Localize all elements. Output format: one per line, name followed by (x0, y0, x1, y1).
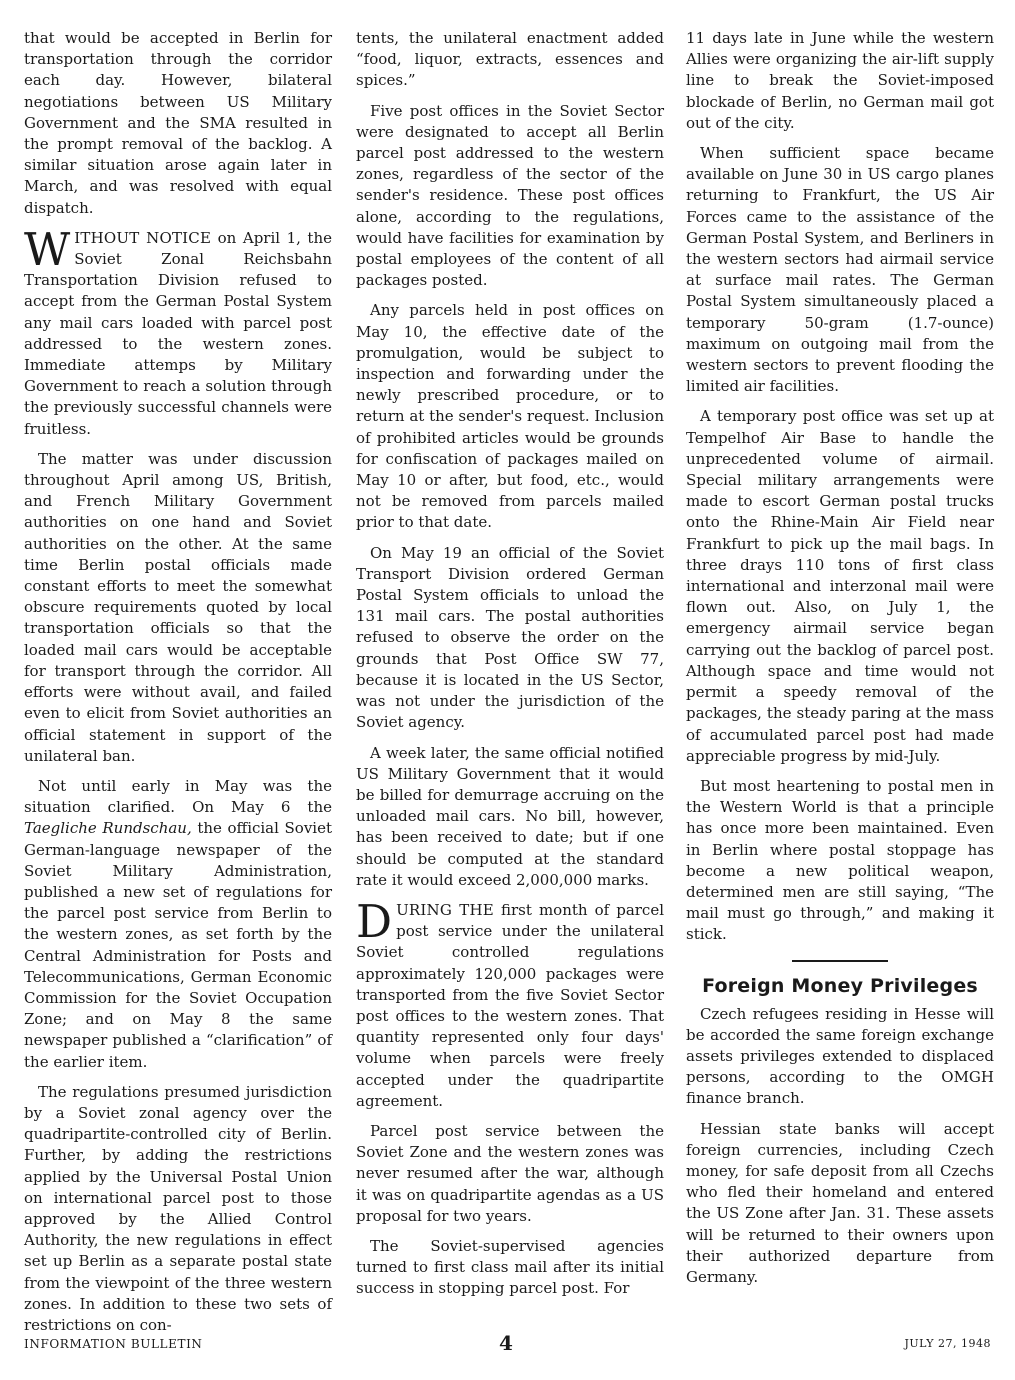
page-footer (24, 1333, 991, 1357)
paragraph (24, 776, 332, 1073)
paragraph: 11 days late in June while the western Allies were organizing the air-lift supply line to break the Soviet-imposed blockade of Berlin, no German mail got out of the city. (686, 29, 994, 132)
paragraph: A temporary post office was set up at Tempelhof Air Base to handle the unprecedented volume of airmail. Special military arrangements were made to escort German postal trucks onto the Rhine-Main Air Field near Frankfurt to pick up the mail bags. In three drays 110 tons of first class international and interzonal mail were flown out. Also, on July 1, the emergency airmail service began carrying out the backlog of parcel post. Although space and time would not permit a speedy removal of the packages, the steady paring at the mass of accumulated parcel post had made appreciable progress by mid-July. (686, 407, 994, 765)
section-lead-paragraph (356, 894, 665, 1112)
paragraph: On May 19 an official of the Soviet Transport Division ordered German Postal System officials to unload the 131 mail cars. The postal authorities refused to observe the order on the grounds that Post Office SW 77, because it is located in the US Sector, was not under the jurisdiction of the Soviet agency. (356, 543, 664, 732)
article-column-1 (24, 28, 332, 1345)
paragraph: But most heartening to postal men in the Western World is that a principle has once more been maintained. Even in Berlin where postal stoppage has become a new political weapon, determined men are still saying, “The mail must go through,” and making it stick. (686, 776, 994, 944)
paragraph: Parcel post service between the Soviet Zone and the western zones was never resumed after the war, although it was on quadripartite agendas as a US proposal for two years. (356, 1121, 664, 1225)
paragraph: A week later, the same official notified US Military Government that it would be billed for demurrage accruing on the unloaded mail cars. No bill, however, has been received to date; but if one should be computed at the standard rate it would exceed 2,000,000 marks. (356, 743, 664, 889)
paragraph: Czech refugees residing in Hesse will be accorded the same foreign exchange assets privileges extended to displaced persons, according to the OMGH finance branch. (686, 1004, 994, 1108)
paragraph-text: the official Soviet German-language newspaper of the Soviet Military Administration, published a new set of regulations for the parcel post service from Berlin to the western zones, as set forth by the Central Administration for Posts and Telecommunications, German Economic Commission for the Soviet Occupation Zone; and on May 8 the same newspaper published a “clarification” of the earlier item. (24, 819, 332, 1071)
paragraph: Five post offices in the Soviet Sector were designated to accept all Berlin parcel post addressed to the western zones, regardless of the sector of the sender's residence. These post offices alone, according to the regulations, would have facilities for examination by postal employees of the content of all packages posted. (356, 101, 664, 290)
issue-date: JULY 27, 1948 (904, 1337, 991, 1350)
paragraph: When sufficient space became available on June 30 in US cargo planes returning to Frankfurt, the US Air Forces came to the assistance of the German Postal System, and Berliners in the western sectors had airmail service at surface mail rates. The German Postal System simultaneously placed a temporary 50-gram (1.7-ounce) maximum on outgoing mail from the western sectors to prevent flooding the limited air facilities. (686, 144, 994, 396)
section-divider (792, 960, 888, 962)
section-lead-paragraph (24, 222, 332, 440)
lead-text: on April 1, the Soviet Zonal Reichsbahn Transportation Division refused to accept from the German Postal System any mail cars loaded with parcel post addressed to the western zones. Immediate attemps by Military Government to reach a solution through the previously successful channels were fruitless. (24, 228, 332, 438)
paragraph: Hessian state banks will accept foreign currencies, including Czech money, for safe deposit from all Czechs who fled their homeland and entered the US Zone after Jan. 31. These assets will be returned to their owners upon their authorized departure from Germany. (686, 1119, 994, 1286)
paragraph: Any parcels held in post offices on May 10, the effective date of the promulgation, would be subject to inspection and forwarding under the newly prescribed procedure, or to return at the sender's request. Inclusion of prohibited articles would be grounds for confiscation of packages mailed on May 10 or after, but food, etc., would not be removed from parcels mailed prior to that date. (356, 301, 664, 532)
article-headline: Foreign Money Privileges (702, 974, 978, 997)
newspaper-title: Taegliche Rundschau, (24, 819, 192, 838)
drop-cap: D (356, 894, 393, 948)
paragraph: that would be accepted in Berlin for transportation through the corridor each day. However, bilateral negotiations between US Military Government and the SMA resulted in the prompt removal of the backlog. A similar situation arose again later in March, and was resolved with equal dispatch. (24, 29, 332, 217)
lead-text: first month of parcel post service under the unilateral Soviet controlled regulations approximately 120,000 packages were transported from the five Soviet Sector post offices to the western zones. That quantity represented only four days' volume when parcels were freely accepted under the quadripartite agreement. (356, 900, 665, 1110)
article-column-2 (356, 28, 664, 1309)
article-column-3 (686, 28, 994, 1297)
paragraph: The matter was under discussion throughout April among US, British, and French Military Government authorities on one hand and Soviet authorities on the other. At the same time Berlin postal officials made constant efforts to meet the somewhat obscure requirements quoted by local transportation officials so that the loaded mail cars would be acceptable for transport through the corridor. All efforts were without avail, and failed even to elicit from Soviet authorities an official statement in support of the unilateral ban. (24, 449, 332, 765)
paragraph: The regulations presumed jurisdiction by a Soviet zonal agency over the quadripartite-controlled city of Berlin. Further, by adding the restrictions applied by the Universal Postal Union on international parcel post to those approved by the Allied Control Authority, the new regulations in effect set up Berlin as a separate postal state from the viewpoint of the three western zones. In addition to these two sets of restrictions on con- (24, 1082, 332, 1334)
paragraph: tents, the unilateral enactment added “food, liquor, extracts, essences and spices.” (356, 29, 664, 90)
page-number: 4 (499, 1331, 513, 1355)
paragraph-text: Not until early in May was the situation clarified. On May 6 the (24, 776, 332, 817)
lead-caps: URING THE (396, 900, 494, 919)
publication-name: INFORMATION BULLETIN (24, 1337, 203, 1351)
lead-caps: ITHOUT NOTICE (74, 228, 212, 247)
drop-cap: W (24, 222, 71, 276)
paragraph: The Soviet-supervised agencies turned to first class mail after its initial success in stopping parcel post. For (356, 1236, 664, 1298)
